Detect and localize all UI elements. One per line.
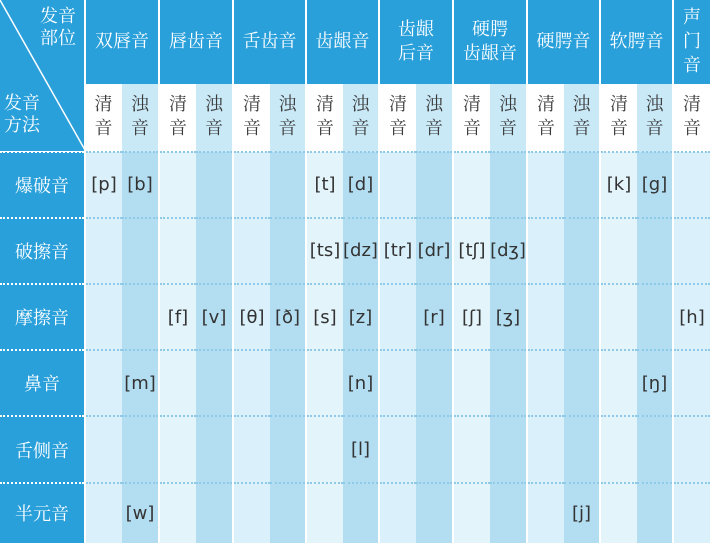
manner-label: 爆破音 [0,152,85,218]
manner-label: 破擦音 [0,218,85,284]
phoneme-cell [270,218,306,284]
phoneme-cell [453,416,490,482]
phoneme-cell [564,350,600,416]
corner-method-line1: 发音 [4,92,40,114]
phoneme-cell: [m] [122,350,159,416]
corner-cell [0,0,85,152]
phoneme-cell [416,483,453,543]
phoneme-cell [527,350,564,416]
voicing-cell: 清 音 [527,84,564,151]
voicing-cell: 清 音 [673,84,710,151]
phoneme-cell: [p] [85,152,122,218]
phoneme-cell [527,284,564,350]
phoneme-cell: [z] [343,284,379,350]
phoneme-cell [122,284,159,350]
phoneme-cell [233,218,270,284]
corner-place-line2: 部位 [40,28,76,49]
phoneme-cell [270,350,306,416]
phoneme-cell [416,152,453,218]
phoneme-cell [233,152,270,218]
phoneme-cell [600,218,637,284]
phoneme-cell [85,350,122,416]
phoneme-cell [600,416,637,482]
phoneme-cell: [b] [122,152,159,218]
phoneme-cell [159,218,196,284]
phoneme-cell [159,483,196,543]
manner-row [0,218,710,284]
phoneme-cell: [ts] [306,218,343,284]
phoneme-cell: [d] [343,152,379,218]
phoneme-cell [196,350,233,416]
voicing-cell: 浊 音 [343,84,379,151]
manner-label: 鼻音 [0,350,85,416]
corner-method-line2: 方法 [4,114,40,136]
voicing-cell: 清 音 [453,84,490,151]
phoneme-cell [270,416,306,482]
phoneme-cell [490,416,527,482]
phoneme-cell: [n] [343,350,379,416]
phoneme-cell [159,350,196,416]
phoneme-cell: [w] [122,483,159,543]
phoneme-cell [85,416,122,482]
phoneme-cell [637,284,673,350]
phoneme-cell [564,284,600,350]
voicing-cell: 浊 音 [196,84,233,151]
phoneme-cell [673,152,710,218]
phoneme-cell [416,350,453,416]
phoneme-cell [379,152,416,218]
phoneme-cell: [tr] [379,218,416,284]
phoneme-cell: [f] [159,284,196,350]
place-dental: 舌齿音 [233,0,306,84]
place-postalveolar: 齿龈 后音 [379,0,453,84]
phoneme-cell [159,152,196,218]
manner-row [0,152,710,218]
phoneme-cell [637,416,673,482]
phoneme-cell [379,483,416,543]
place-velar: 软腭音 [600,0,673,84]
phoneme-cell: [h] [673,284,710,350]
manner-label: 半元音 [0,483,85,543]
phoneme-cell [453,350,490,416]
place-alveolar: 齿龈音 [306,0,379,84]
place-bilabial: 双唇音 [85,0,159,84]
phoneme-cell [306,350,343,416]
phoneme-cell: [g] [637,152,673,218]
phoneme-cell [270,483,306,543]
phoneme-cell [490,483,527,543]
phoneme-cell [233,350,270,416]
place-palatal: 硬腭音 [527,0,600,84]
phoneme-cell [564,218,600,284]
phoneme-cell [122,218,159,284]
manner-rows [0,152,710,543]
voicing-cell: 清 音 [85,84,122,151]
phoneme-cell [637,218,673,284]
voicing-cell: 清 音 [159,84,196,151]
phoneme-cell: [ð] [270,284,306,350]
phoneme-cell: [ʒ] [490,284,527,350]
phoneme-cell [490,350,527,416]
phoneme-cell: [tʃ] [453,218,490,284]
voicing-cell: 浊 音 [637,84,673,151]
phoneme-cell: [v] [196,284,233,350]
phoneme-cell [600,284,637,350]
phoneme-cell: [k] [600,152,637,218]
phoneme-cell [196,416,233,482]
place-glottal: 声 门 音 [673,0,710,84]
phoneme-cell [527,218,564,284]
manner-row [0,416,710,482]
phoneme-cell [85,284,122,350]
phoneme-cell [306,416,343,482]
phoneme-cell [600,483,637,543]
voicing-cell: 清 音 [379,84,416,151]
phoneme-cell [196,152,233,218]
phoneme-cell [270,152,306,218]
voicing-cell: 浊 音 [122,84,159,151]
phoneme-cell [159,416,196,482]
phoneme-cell: [t] [306,152,343,218]
place-header-row [0,0,710,84]
phoneme-cell [453,483,490,543]
corner-place-line1: 发音 [40,6,76,27]
corner-method-label [4,93,40,137]
voicing-cell: 浊 音 [416,84,453,151]
phoneme-cell [453,152,490,218]
place-labiodental: 唇齿音 [159,0,233,84]
voicing-cell: 清 音 [306,84,343,151]
place-palato-alveolar: 硬腭 齿龈音 [453,0,527,84]
phoneme-cell [564,152,600,218]
phoneme-cell: [l] [343,416,379,482]
phoneme-cell [196,483,233,543]
manner-label: 摩擦音 [0,284,85,350]
phoneme-cell [600,350,637,416]
phoneme-cell: [θ] [233,284,270,350]
phoneme-cell: [r] [416,284,453,350]
phoneme-cell [196,218,233,284]
phoneme-cell [343,483,379,543]
phoneme-cell: [dr] [416,218,453,284]
phoneme-cell [527,152,564,218]
phoneme-cell [527,483,564,543]
phoneme-cell [637,483,673,543]
phoneme-cell [379,416,416,482]
phoneme-cell: [dz] [343,218,379,284]
voicing-cell: 清 音 [600,84,637,151]
phoneme-cell [490,152,527,218]
phoneme-cell [306,483,343,543]
phoneme-cell [416,416,453,482]
voicing-cell: 浊 音 [490,84,527,151]
phoneme-cell [233,483,270,543]
voicing-cell: 浊 音 [270,84,306,151]
voicing-row [0,84,710,151]
phoneme-cell [122,416,159,482]
phoneme-cell [233,416,270,482]
phoneme-cell [673,350,710,416]
phoneme-cell: [dʒ] [490,218,527,284]
manner-row [0,284,710,350]
manner-label: 舌侧音 [0,416,85,482]
phoneme-cell [379,350,416,416]
manner-row [0,483,710,543]
corner-place-label [40,6,76,50]
phoneme-cell [564,416,600,482]
phoneme-cell [85,483,122,543]
voicing-cell: 浊 音 [564,84,600,151]
manner-row [0,350,710,416]
phoneme-cell [527,416,564,482]
phoneme-cell [673,483,710,543]
voicing-cell: 清 音 [233,84,270,151]
phoneme-cell: [j] [564,483,600,543]
phoneme-cell: [s] [306,284,343,350]
phoneme-cell [379,284,416,350]
phoneme-cell [673,416,710,482]
phoneme-cell: [ŋ] [637,350,673,416]
phoneme-cell [85,218,122,284]
phoneme-cell: [ʃ] [453,284,490,350]
phoneme-cell [673,218,710,284]
